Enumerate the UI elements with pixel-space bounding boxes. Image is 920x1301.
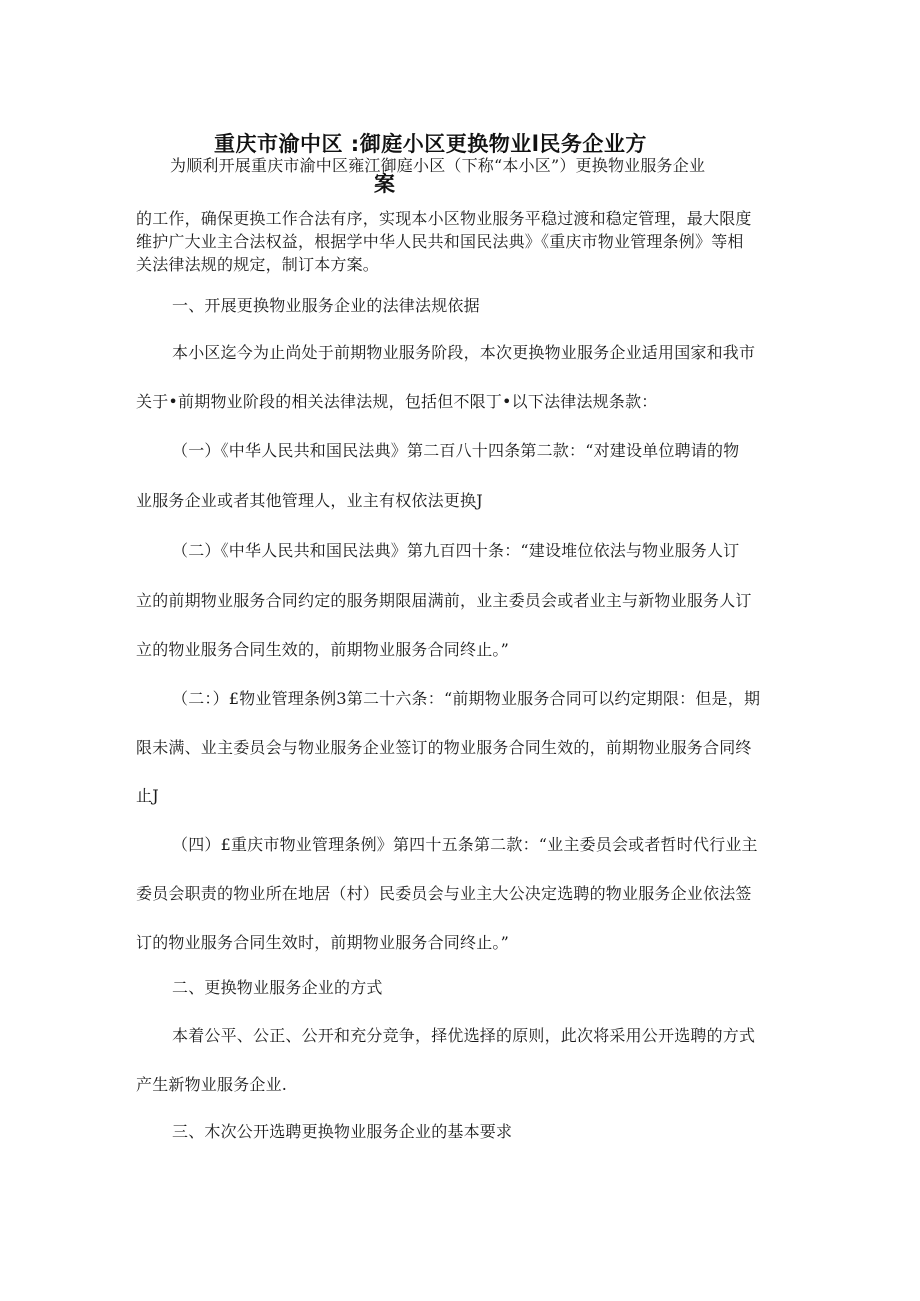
- paragraph-line: 关法律法规的规定，制订本方案。: [136, 255, 380, 274]
- paragraph-line: 本着公平、公正、公开和充分竞争，择优选择的原则，此次将采用公开选聘的方式: [172, 1026, 756, 1045]
- paragraph-line: 维护广大业主合法权益，根据学中华人民共和国民法典》《重庆市物业管理条例》等相: [136, 232, 744, 251]
- paragraph-line: 为顺利开展重庆市渝中区雍江御庭小区（下称“本小区”）更换物业服务企业: [170, 156, 706, 175]
- paragraph-line: 关于•前期物业阶段的相关法律法规，包括但不限丁•以下法律法规条款：: [136, 392, 658, 411]
- paragraph-line: 产生新物业服务企业.: [136, 1075, 288, 1094]
- paragraph-line: 委员会职责的物业所在地居（村）民委员会与业主大公决定选聘的物业服务企业依法签: [136, 884, 752, 903]
- paragraph-line: 限未满、业主委员会与物业服务企业签订的物业服务合同生效的，前期物业服务合同终: [136, 738, 752, 757]
- section-heading: 二、更换物业服务企业的方式: [172, 978, 383, 997]
- document-title-continuation: 案: [374, 172, 395, 196]
- paragraph-line: 本小区迄今为止尚处于前期物业服务阶段，本次更换物业服务企业适用国家和我市: [172, 343, 756, 362]
- paragraph-line: （一）《中华人民共和国民法典》第二百八十四条第二款：“对建设单位聘请的物: [172, 441, 740, 460]
- paragraph-line: 立的前期物业服务合同约定的服务期限届满前，业主委员会或者业主与新物业服务人订: [136, 591, 752, 610]
- document-title: 重庆市渝中区 :御庭小区更换物业l民务企业方: [214, 132, 647, 156]
- paragraph-line: （四）£重庆市物业管理条例》第四十五条第二款：“业主委员会或者哲时代行业主: [172, 835, 758, 854]
- section-heading: 一、开展更换物业服务企业的法律法规依据: [172, 296, 480, 315]
- paragraph-line: 立的物业服务合同生效的，前期物业服务合同终止。”: [136, 640, 509, 659]
- paragraph-line: （二：）£物业管理条例3第二十六条：“前期物业服务合同可以约定期限：但是，期: [172, 689, 761, 708]
- paragraph-line: 的工作，确保更换工作合法有序，实现本小区物业服务平稳过渡和稳定管理，最大限度: [136, 209, 752, 228]
- paragraph-line: 业服务企业或者其他管理人，业主有权依法更换J: [136, 491, 483, 510]
- paragraph-line: （二）《中华人民共和国民法典》第九百四十条：“建设堆位依法与物业服务人订: [172, 541, 740, 560]
- paragraph-line: 止J: [136, 786, 159, 805]
- paragraph-line: 订的物业服务合同生效时，前期物业服务合同终止。”: [136, 933, 509, 952]
- section-heading: 三、木次公开选聘更换物业服务企业的基本要求: [172, 1122, 513, 1141]
